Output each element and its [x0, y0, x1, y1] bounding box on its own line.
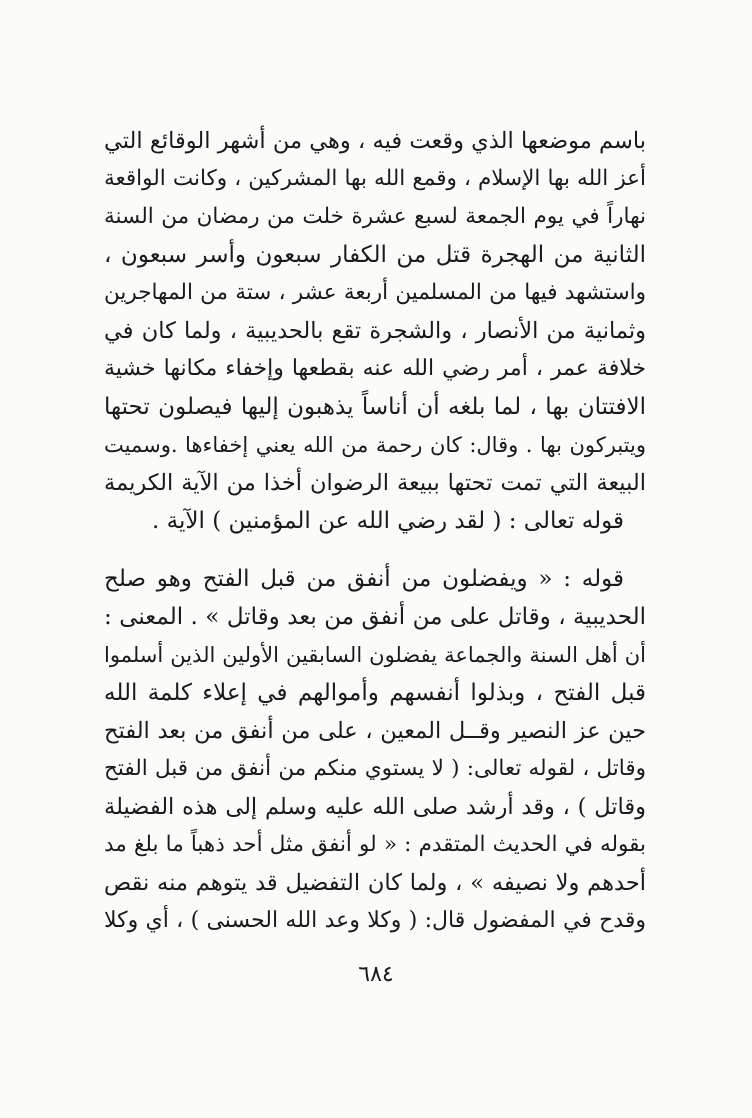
text-line: خلافة عمر ، أمر رضي الله عنه بقطعها وإخفاء مكانها خشية [104, 356, 646, 381]
text-line: قبل الفتح ، وبذلوا أنفسهم وأموالهم في إعلاء كلمة الله [104, 680, 646, 706]
text-line: بقوله في الحديث المتقدم : « لو أنفق مثل أحد ذهباً ما بلغ مد [104, 832, 646, 857]
text-line: الحديبية ، وقاتل على من أنفق من بعد وقاتل » . المعنى : [104, 604, 646, 630]
text-line: الافتتان بها ، لما بلغه أن أناساً يذهبون إليها فيصلون تحتها [104, 394, 646, 420]
text-line: وقدح في المفضول قال: ( وكلا وعد الله الحسنى ) ، أي وكلا [104, 908, 646, 933]
page-number: ٦٨٤ [358, 962, 394, 987]
text-line: وقاتل ، لقوله تعالى: ( لا يستوي منكم من أنفق من قبل الفتح [104, 756, 646, 781]
paragraph-2 [104, 560, 646, 940]
text-line: وثمانية من الأنصار ، والشجرة تقع بالحديبية ، ولما كان في [104, 318, 646, 344]
text-line: ويتبركون بها . وقال: كان رحمة من الله يعني إخفاءها .وسميت [104, 433, 646, 457]
paragraph-1 [104, 122, 646, 540]
text-line: البيعة التي تمت تحتها ببيعة الرضوان أخذا من الآية الكريمة [104, 470, 646, 496]
text-line: وقاتل ) ، وقد أرشد صلى الله عليه وسلم إلى هذه الفضيلة [104, 794, 646, 820]
text-line: قوله : « ويفضلون من أنفق من قبل الفتح وهو صلح [104, 566, 624, 592]
text-line: أعز الله بها الإسلام ، وقمع الله بها المشركين ، وكانت الواقعة [104, 166, 646, 191]
text-line: حين عز النصير وقــل المعين ، على من أنفق من بعد الفتح [104, 718, 646, 744]
text-line: باسم موضعها الذي وقعت فيه ، وهي من أشهر الوقائع التي [104, 128, 646, 154]
text-line: قوله تعالى : ( لقد رضي الله عن المؤمنين ) الآية . [152, 508, 624, 534]
text-line: أن أهل السنة والجماعة يفضلون السابقين الأولين الذين أسلموا [104, 643, 646, 667]
text-line: الثانية من الهجرة قتل من الكفار سبعون وأسر سبعون ، [104, 242, 646, 268]
text-line: أحدهم ولا نصيفه » ، ولما كان التفضيل قد يتوهم منه نقص [104, 870, 646, 896]
text-line: واستشهد فيها من المسلمين أربعة عشر ، ستة من المهاجرين [104, 280, 646, 305]
text-line: نهاراً في يوم الجمعة لسبع عشرة خلت من رمضان من السنة [104, 204, 646, 229]
